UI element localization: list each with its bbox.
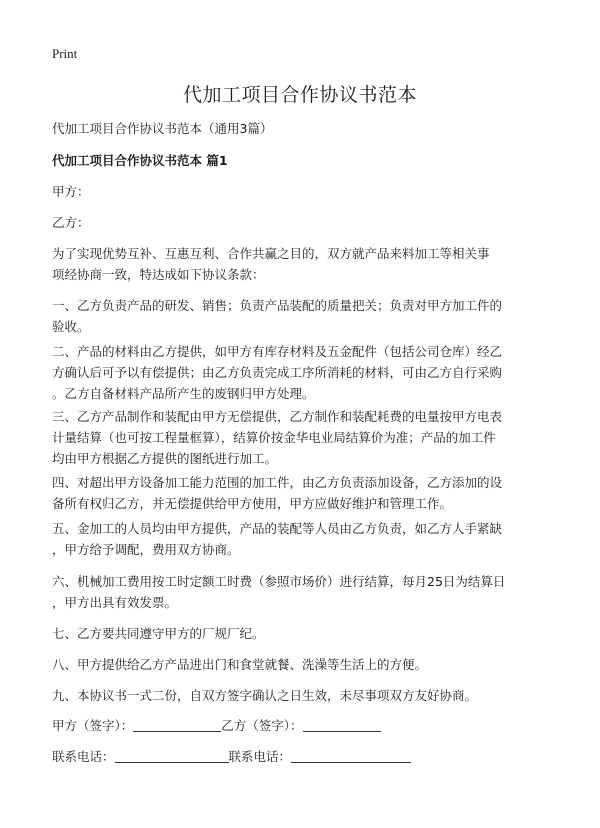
clause-line: 八、甲方提供给乙方产品进出门和食堂就餐、洗澡等生活上的方便。 — [52, 657, 428, 672]
clause-line: ，甲方出具有效发票。 — [52, 595, 178, 610]
clause-3 — [52, 406, 558, 469]
signature-row — [52, 716, 381, 736]
intro-line: 项经协商一致，特达成如下协议条款： — [52, 267, 265, 282]
clause-line: 三、乙方产品制作和装配由甲方无偿提供，乙方制作和装配耗费的电量按甲方电表 — [52, 409, 503, 424]
party-a-phone-blank[interactable] — [115, 748, 229, 763]
party-b-line: 乙方： — [52, 215, 90, 230]
clause-line: 方确认后可予以有偿提供；由乙方负责完成工序所消耗的材料，可由乙方自行采购 — [52, 365, 503, 380]
clause-line: 五、金加工的人员均由甲方提供，产品的装配等人员由乙方负责，如乙方人手紧缺 — [52, 521, 503, 536]
party-b-signature-blank[interactable] — [303, 717, 381, 732]
clause-line: 六、机械加工费用按工时定额工时费（参照市场价）进行结算，每月25日为结算日 — [52, 574, 506, 589]
intro-paragraph — [52, 243, 558, 285]
party-a-line: 甲方： — [52, 184, 90, 199]
clause-line: 九、本协议书一式二份，自双方签字确认之日生效，未尽事项双方友好协商。 — [52, 688, 478, 703]
clause-line: 四、对超出甲方设备加工能力范围的加工件，由乙方负责添加设备，乙方添加的设 — [52, 475, 503, 490]
party-b-phone-blank[interactable] — [291, 748, 411, 763]
clause-line: 验收。 — [52, 319, 90, 334]
clause-line: 计量结算（也可按工程量框算），结算价按金华电业局结算价为准；产品的加工件 — [52, 430, 496, 445]
party-b-phone-label: 联系电话： — [228, 749, 292, 764]
clause-1 — [52, 295, 558, 337]
page-title: 代加工项目合作协议书范本 — [182, 84, 417, 106]
clause-6 — [52, 571, 558, 613]
party-a-signature-blank[interactable] — [133, 717, 221, 732]
clause-line: 一、乙方负责产品的研发、销售；负责产品装配的质量把关；负责对甲方加工件的 — [52, 298, 503, 313]
clause-line: 备所有权归乙方，并无偿提供给甲方使用，甲方应做好维护和管理工作。 — [52, 496, 453, 511]
clause-2 — [52, 341, 558, 404]
party-a-phone-label: 联系电话： — [52, 749, 115, 764]
intro-line: 为了实现优势互补、互惠互利、合作共赢之目的，双方就产品来料加工等相关事 — [52, 246, 490, 261]
clause-line: 七、乙方要共同遵守甲方的厂规厂纪。 — [52, 626, 265, 641]
clause-9 — [52, 685, 558, 706]
print-link[interactable]: Print — [52, 46, 78, 61]
clause-5 — [52, 518, 558, 560]
clause-8 — [52, 654, 558, 675]
clause-line: 均由甲方根据乙方提供的图纸进行加工。 — [52, 451, 278, 466]
clause-line: 二、产品的材料由乙方提供，如甲方有库存材料及五金配件（包括公司仓库）经乙 — [52, 344, 503, 359]
party-a-signature-label: 甲方（签字）： — [52, 718, 134, 733]
clause-line: ，甲方给予调配，费用双方协商。 — [52, 542, 240, 557]
clause-7 — [52, 623, 558, 644]
phone-row — [52, 747, 411, 767]
section-heading: 代加工项目合作协议书范本 篇1 — [52, 153, 228, 168]
clause-line: 。乙方自备材料产品所产生的废钢归甲方处理。 — [52, 386, 315, 401]
document-subtitle: 代加工项目合作协议书范本（通用3篇） — [52, 121, 273, 136]
clause-4 — [52, 472, 558, 514]
party-b-signature-label: 乙方（签字）： — [221, 718, 303, 733]
